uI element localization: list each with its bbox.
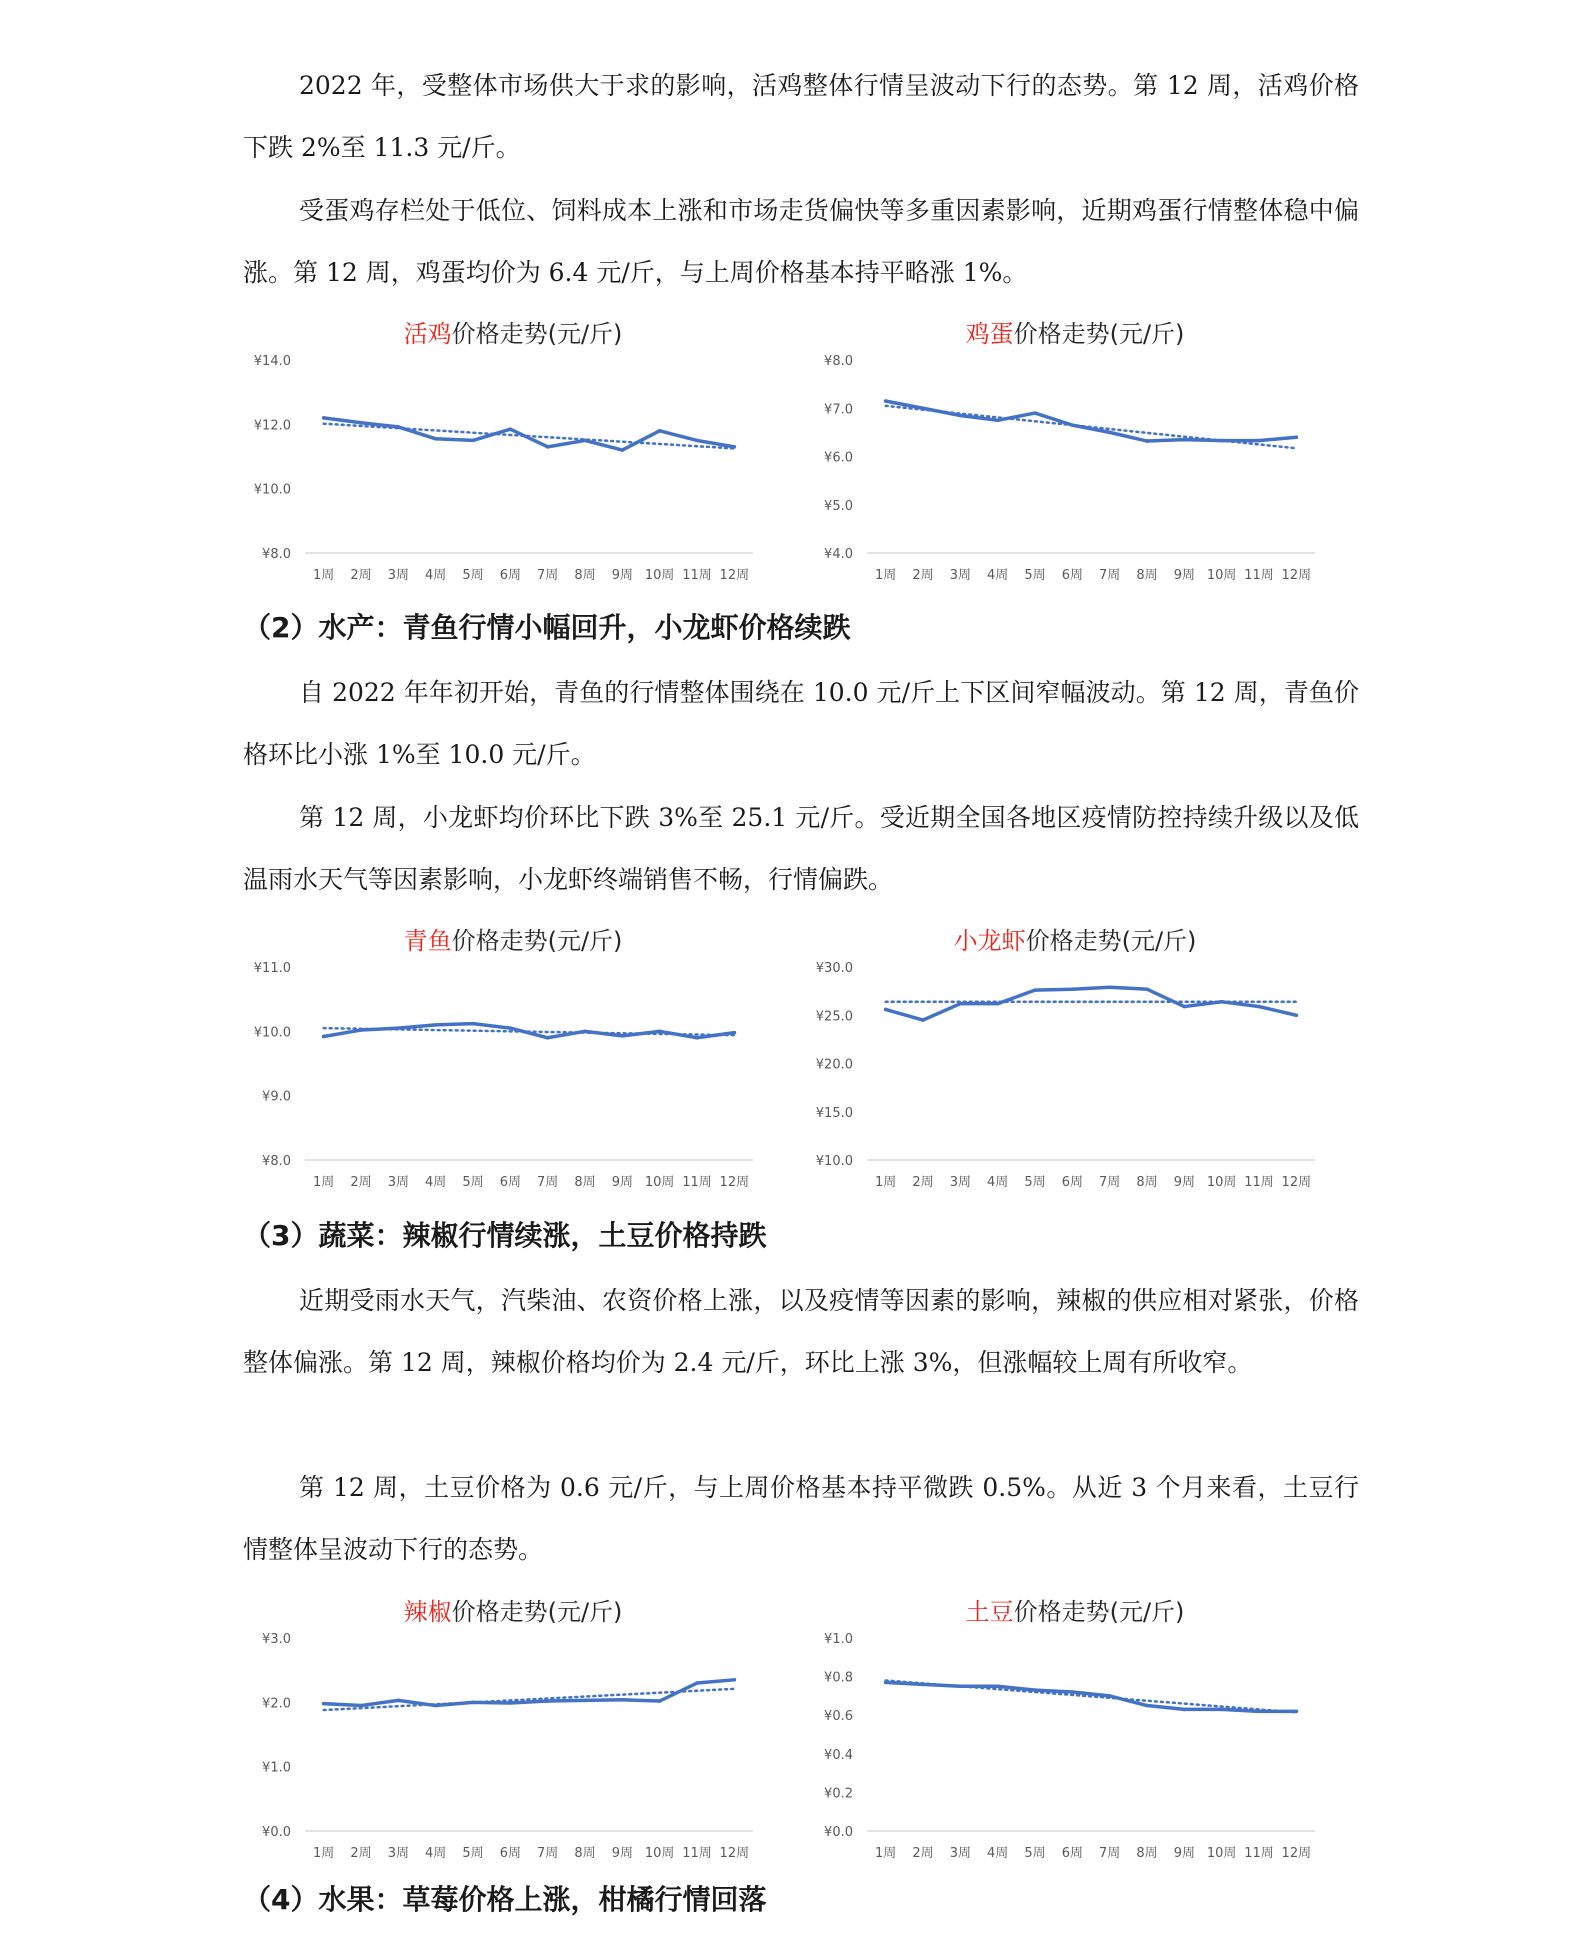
x-tick-label: 4周 bbox=[987, 568, 1009, 583]
chart-crayfish bbox=[805, 925, 1345, 1205]
data-point bbox=[1220, 1000, 1224, 1004]
data-point bbox=[996, 1684, 1000, 1688]
x-tick-label: 12周 bbox=[1281, 1846, 1312, 1861]
x-tick-label: 9周 bbox=[1173, 1846, 1195, 1861]
x-tick-label: 2周 bbox=[350, 1175, 372, 1190]
data-point bbox=[434, 1023, 438, 1027]
x-tick-label: 3周 bbox=[949, 1175, 971, 1190]
x-tick-label: 8周 bbox=[1136, 1175, 1158, 1190]
y-tick-label: ¥8.0 bbox=[824, 354, 853, 369]
x-tick-label: 2周 bbox=[350, 1846, 372, 1861]
chart-title-highlight: 青鱼 bbox=[403, 927, 452, 955]
data-point bbox=[509, 1026, 513, 1030]
paragraph-pepper: 近期受雨水天气，汽柴油、农资价格上涨，以及疫情等因素的影响，辣椒的供应相对紧张，价格整体偏涨。第 12 周，辣椒价格均价为 2.4 元/斤，环比上涨 3%，但涨幅较上周有所收窄。 bbox=[243, 1286, 1359, 1377]
y-tick-label: ¥0.8 bbox=[824, 1670, 853, 1686]
x-tick-label: 10周 bbox=[1206, 568, 1237, 583]
y-tick-label: ¥4.0 bbox=[824, 547, 853, 562]
x-tick-label: 11周 bbox=[1244, 568, 1274, 583]
x-tick-label: 12周 bbox=[719, 1846, 750, 1861]
data-point bbox=[1033, 988, 1037, 992]
x-tick-label: 3周 bbox=[387, 1846, 409, 1861]
x-tick-label: 8周 bbox=[1136, 568, 1158, 583]
data-point bbox=[1033, 411, 1037, 415]
x-tick-label: 9周 bbox=[611, 568, 633, 583]
chart-title-highlight: 鸡蛋 bbox=[965, 320, 1014, 348]
x-tick-label: 8周 bbox=[574, 1175, 596, 1190]
data-point bbox=[996, 1002, 1000, 1006]
x-tick-label: 5周 bbox=[462, 1846, 484, 1861]
data-point bbox=[509, 427, 513, 431]
data-point bbox=[921, 406, 925, 410]
data-point bbox=[1183, 1005, 1187, 1009]
x-tick-label: 12周 bbox=[719, 1175, 750, 1190]
data-point bbox=[959, 414, 963, 418]
data-point bbox=[1257, 1005, 1261, 1009]
data-point bbox=[583, 1030, 587, 1034]
data-point bbox=[1183, 438, 1187, 442]
data-point bbox=[434, 437, 438, 441]
data-point bbox=[471, 1701, 475, 1705]
y-tick-label: ¥0.6 bbox=[824, 1709, 853, 1725]
chart-pepper bbox=[243, 1596, 783, 1876]
paragraph-qingyu: 自 2022 年年初开始，青鱼的行情整体围绕在 10.0 元/斤上下区间窄幅波动。第 12 周，青鱼价格环比小涨 1%至 10.0 元/斤。 bbox=[243, 678, 1359, 769]
data-point bbox=[1033, 1688, 1037, 1692]
data-point bbox=[1257, 1710, 1261, 1714]
y-tick-label: ¥6.0 bbox=[824, 450, 853, 466]
x-tick-label: 12周 bbox=[719, 568, 750, 583]
chart-title-rest: 价格走势(元/斤) bbox=[451, 927, 623, 955]
x-tick-label: 5周 bbox=[1024, 1846, 1046, 1861]
x-tick-label: 10周 bbox=[644, 1846, 675, 1861]
data-point bbox=[359, 421, 363, 425]
data-point bbox=[1145, 987, 1149, 991]
data-point bbox=[695, 1036, 699, 1040]
x-tick-label: 2周 bbox=[912, 1846, 934, 1861]
data-point bbox=[996, 419, 1000, 423]
x-tick-label: 1周 bbox=[875, 1175, 897, 1190]
data-point bbox=[509, 1701, 513, 1705]
x-tick-label: 9周 bbox=[1173, 568, 1195, 583]
series-line bbox=[886, 987, 1297, 1020]
y-tick-label: ¥5.0 bbox=[824, 498, 853, 514]
data-point bbox=[1071, 987, 1075, 991]
y-tick-label: ¥8.0 bbox=[262, 547, 291, 562]
data-point bbox=[1183, 1708, 1187, 1712]
x-tick-label: 9周 bbox=[611, 1846, 633, 1861]
paragraph-crayfish: 第 12 周，小龙虾均价环比下跌 3%至 25.1 元/斤。受近期全国各地区疫情防控持续升级以及低温雨水天气等因素影响，小龙虾终端销售不畅，行情偏跌。 bbox=[243, 803, 1359, 894]
data-point bbox=[1145, 439, 1149, 443]
data-point bbox=[322, 416, 326, 420]
y-tick-label: ¥0.2 bbox=[824, 1786, 853, 1802]
x-tick-label: 6周 bbox=[499, 1846, 521, 1861]
x-tick-label: 7周 bbox=[537, 568, 559, 583]
x-tick-label: 7周 bbox=[1099, 1846, 1121, 1861]
chart-title bbox=[805, 318, 1345, 350]
y-tick-label: ¥10.0 bbox=[815, 1154, 853, 1169]
data-point bbox=[1295, 1013, 1299, 1017]
y-tick-label: ¥0.4 bbox=[824, 1747, 853, 1763]
x-tick-label: 10周 bbox=[644, 1175, 675, 1190]
data-point bbox=[921, 1018, 925, 1022]
chart-title-highlight: 辣椒 bbox=[403, 1598, 452, 1626]
y-tick-label: ¥14.0 bbox=[253, 354, 291, 369]
x-tick-label: 8周 bbox=[574, 568, 596, 583]
chart-title bbox=[243, 925, 783, 957]
chart-title bbox=[243, 318, 783, 350]
chart-svg bbox=[243, 318, 783, 598]
paragraph-egg: 受蛋鸡存栏处于低位、饲料成本上涨和市场走货偏快等多重因素影响，近期鸡蛋行情整体稳中偏涨。第 12 周，鸡蛋均价为 6.4 元/斤，与上周价格基本持平略涨 1%。 bbox=[243, 196, 1359, 287]
data-point bbox=[322, 1035, 326, 1039]
x-tick-label: 11周 bbox=[682, 568, 712, 583]
chart-title-rest: 价格走势(元/斤) bbox=[451, 1598, 623, 1626]
chart-title-rest: 价格走势(元/斤) bbox=[1013, 320, 1185, 348]
x-tick-label: 2周 bbox=[350, 568, 372, 583]
y-tick-label: ¥8.0 bbox=[262, 1154, 291, 1169]
x-tick-label: 4周 bbox=[425, 1175, 447, 1190]
data-point bbox=[397, 425, 401, 429]
paragraph-chicken: 2022 年，受整体市场供大于求的影响，活鸡整体行情呈波动下行的态势。第 12 周，活鸡价格下跌 2%至 11.3 元/斤。 bbox=[243, 71, 1359, 162]
x-tick-label: 3周 bbox=[949, 568, 971, 583]
x-tick-label: 6周 bbox=[1061, 568, 1083, 583]
data-point bbox=[621, 448, 625, 452]
x-tick-label: 3周 bbox=[949, 1846, 971, 1861]
data-point bbox=[471, 439, 475, 443]
data-point bbox=[658, 1699, 662, 1703]
x-tick-label: 6周 bbox=[499, 568, 521, 583]
x-tick-label: 10周 bbox=[644, 568, 675, 583]
chart-title-highlight: 活鸡 bbox=[403, 320, 452, 348]
data-point bbox=[1220, 1708, 1224, 1712]
y-tick-label: ¥25.0 bbox=[815, 1009, 853, 1025]
x-tick-label: 4周 bbox=[987, 1175, 1009, 1190]
x-tick-label: 6周 bbox=[499, 1175, 521, 1190]
data-point bbox=[621, 1034, 625, 1038]
x-tick-label: 1周 bbox=[875, 1846, 897, 1861]
data-point bbox=[546, 1036, 550, 1040]
data-point bbox=[397, 1026, 401, 1030]
data-point bbox=[621, 1698, 625, 1702]
data-point bbox=[583, 1699, 587, 1703]
section-heading-aquatic: （2）水产：青鱼行情小幅回升，小龙虾价格续跌 bbox=[243, 611, 851, 644]
data-point bbox=[884, 1008, 888, 1012]
data-point bbox=[546, 1699, 550, 1703]
chart-title-rest: 价格走势(元/斤) bbox=[1013, 1598, 1185, 1626]
data-point bbox=[658, 1030, 662, 1034]
x-tick-label: 5周 bbox=[462, 1175, 484, 1190]
y-tick-label: ¥1.0 bbox=[262, 1760, 291, 1776]
paragraph-potato: 第 12 周，土豆价格为 0.6 元/斤，与上周价格基本持平微跌 0.5%。从近 3 个月来看，土豆行情整体呈波动下行的态势。 bbox=[243, 1473, 1359, 1564]
chart-svg bbox=[243, 925, 783, 1205]
chart-chicken bbox=[243, 318, 783, 598]
data-point bbox=[884, 1681, 888, 1685]
y-tick-label: ¥11.0 bbox=[253, 961, 291, 976]
data-point bbox=[695, 439, 699, 443]
data-point bbox=[959, 1002, 963, 1006]
data-point bbox=[733, 1678, 737, 1682]
data-point bbox=[1108, 985, 1112, 989]
y-tick-label: ¥20.0 bbox=[815, 1057, 853, 1073]
data-point bbox=[959, 1684, 963, 1688]
x-tick-label: 1周 bbox=[313, 568, 335, 583]
data-point bbox=[583, 439, 587, 443]
data-point bbox=[359, 1028, 363, 1032]
x-tick-label: 5周 bbox=[1024, 1175, 1046, 1190]
x-tick-label: 6周 bbox=[1061, 1846, 1083, 1861]
data-point bbox=[1295, 435, 1299, 439]
chart-title bbox=[243, 1596, 783, 1628]
chart-svg bbox=[805, 925, 1345, 1205]
x-tick-label: 1周 bbox=[313, 1175, 335, 1190]
data-point bbox=[1108, 1694, 1112, 1698]
y-tick-label: ¥7.0 bbox=[824, 402, 853, 418]
y-tick-label: ¥15.0 bbox=[815, 1105, 853, 1121]
x-tick-label: 9周 bbox=[611, 1175, 633, 1190]
data-point bbox=[733, 1031, 737, 1035]
x-tick-label: 1周 bbox=[875, 568, 897, 583]
chart-svg bbox=[243, 1596, 783, 1876]
x-tick-label: 7周 bbox=[537, 1846, 559, 1861]
x-tick-label: 11周 bbox=[1244, 1175, 1274, 1190]
x-tick-label: 8周 bbox=[574, 1846, 596, 1861]
x-tick-label: 12周 bbox=[1281, 1175, 1312, 1190]
x-tick-label: 12周 bbox=[1281, 568, 1312, 583]
data-point bbox=[1220, 439, 1224, 443]
y-tick-label: ¥10.0 bbox=[253, 1025, 291, 1041]
x-tick-label: 8周 bbox=[1136, 1846, 1158, 1861]
data-point bbox=[434, 1704, 438, 1708]
data-point bbox=[546, 445, 550, 449]
chart-title-rest: 价格走势(元/斤) bbox=[1025, 927, 1197, 955]
section-heading-fruit: （4）水果：草莓价格上涨，柑橘行情回落 bbox=[243, 1883, 767, 1916]
chart-potato bbox=[805, 1596, 1345, 1876]
data-point bbox=[397, 1699, 401, 1703]
y-tick-label: ¥1.0 bbox=[824, 1632, 853, 1647]
chart-title bbox=[805, 925, 1345, 957]
chart-title-rest: 价格走势(元/斤) bbox=[451, 320, 623, 348]
data-point bbox=[658, 429, 662, 433]
trendline bbox=[324, 1689, 735, 1710]
chart-egg bbox=[805, 318, 1345, 598]
chart-title bbox=[805, 1596, 1345, 1628]
chart-title-highlight: 小龙虾 bbox=[953, 927, 1026, 955]
chart-svg bbox=[805, 318, 1345, 598]
data-point bbox=[1257, 439, 1261, 443]
series-line bbox=[886, 401, 1297, 441]
x-tick-label: 9周 bbox=[1173, 1175, 1195, 1190]
data-point bbox=[1071, 1690, 1075, 1694]
data-point bbox=[1295, 1710, 1299, 1714]
x-tick-label: 10周 bbox=[1206, 1846, 1237, 1861]
section-heading-vegetable: （3）蔬菜：辣椒行情续涨，土豆价格持跌 bbox=[243, 1219, 767, 1252]
chart-title-highlight: 土豆 bbox=[965, 1598, 1014, 1626]
x-tick-label: 4周 bbox=[987, 1846, 1009, 1861]
x-tick-label: 3周 bbox=[387, 1175, 409, 1190]
x-tick-label: 4周 bbox=[425, 1846, 447, 1861]
data-point bbox=[695, 1681, 699, 1685]
x-tick-label: 7周 bbox=[1099, 568, 1121, 583]
x-tick-label: 2周 bbox=[912, 1175, 934, 1190]
y-tick-label: ¥3.0 bbox=[262, 1632, 291, 1647]
y-tick-label: ¥12.0 bbox=[253, 418, 291, 434]
data-point bbox=[733, 445, 737, 449]
data-point bbox=[1145, 1704, 1149, 1708]
chart-qingyu bbox=[243, 925, 783, 1205]
y-tick-label: ¥0.0 bbox=[262, 1825, 291, 1840]
x-tick-label: 7周 bbox=[1099, 1175, 1121, 1190]
x-tick-label: 3周 bbox=[387, 568, 409, 583]
data-point bbox=[1108, 431, 1112, 435]
x-tick-label: 4周 bbox=[425, 568, 447, 583]
y-tick-label: ¥2.0 bbox=[262, 1696, 291, 1712]
x-tick-label: 11周 bbox=[682, 1175, 712, 1190]
data-point bbox=[471, 1022, 475, 1026]
data-point bbox=[921, 1683, 925, 1687]
data-point bbox=[322, 1702, 326, 1706]
x-tick-label: 6周 bbox=[1061, 1175, 1083, 1190]
y-tick-label: ¥9.0 bbox=[262, 1089, 291, 1105]
data-point bbox=[359, 1704, 363, 1708]
x-tick-label: 7周 bbox=[537, 1175, 559, 1190]
y-tick-label: ¥0.0 bbox=[824, 1825, 853, 1840]
x-tick-label: 11周 bbox=[682, 1846, 712, 1861]
x-tick-label: 11周 bbox=[1244, 1846, 1274, 1861]
x-tick-label: 5周 bbox=[1024, 568, 1046, 583]
x-tick-label: 5周 bbox=[462, 568, 484, 583]
x-tick-label: 1周 bbox=[313, 1846, 335, 1861]
chart-svg bbox=[805, 1596, 1345, 1876]
x-tick-label: 10周 bbox=[1206, 1175, 1237, 1190]
y-tick-label: ¥30.0 bbox=[815, 961, 853, 976]
y-tick-label: ¥10.0 bbox=[253, 482, 291, 498]
x-tick-label: 2周 bbox=[912, 568, 934, 583]
data-point bbox=[884, 399, 888, 403]
data-point bbox=[1071, 423, 1075, 427]
